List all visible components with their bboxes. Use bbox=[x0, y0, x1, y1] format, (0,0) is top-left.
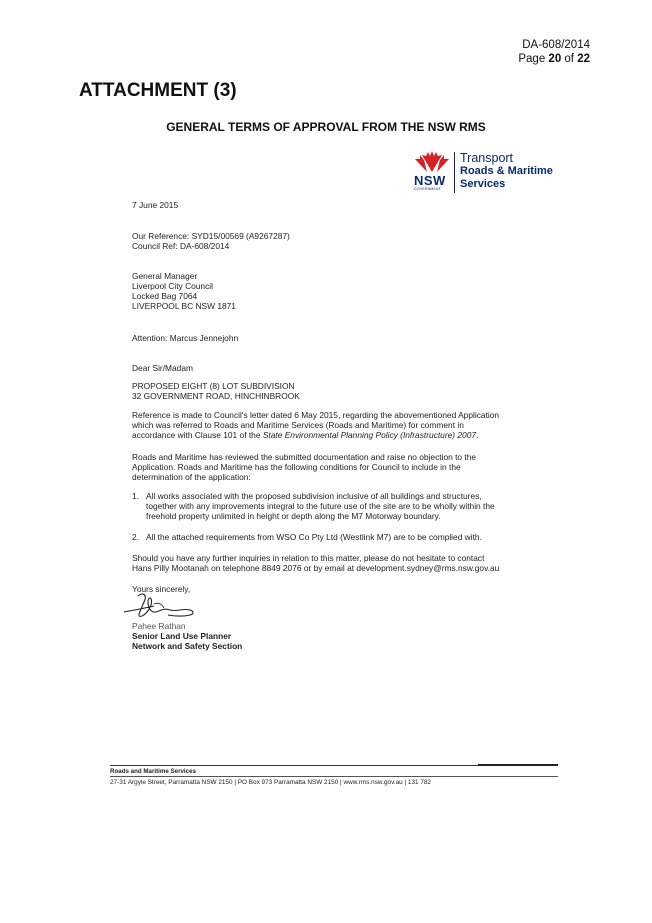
subject-block bbox=[132, 381, 300, 401]
footer-address: 27-31 Argyle Street, Parramatta NSW 2150 | PO Box 973 Parramatta NSW 2150 | www.rms.nsw.gov.au | 131 782 bbox=[110, 779, 431, 786]
paragraph-line: Reference is made to Council's letter dated 6 May 2015, regarding the abovementioned Application bbox=[132, 410, 500, 420]
paragraph-line: Should you have any further inquiries in relation to this matter, please do not hesitate to contact bbox=[132, 553, 485, 563]
subject-line: 32 GOVERNMENT ROAD, HINCHINBROOK bbox=[132, 391, 300, 401]
condition-number: 1. bbox=[132, 491, 139, 501]
paragraph-line: Hans Pilly Mootanah on telephone 8849 2076 or by email at development.sydney@rms.nsw.gov.au bbox=[132, 563, 500, 573]
reference-block bbox=[132, 231, 290, 251]
page-number: Page 20 of 22 bbox=[518, 53, 590, 65]
da-reference: DA-608/2014 bbox=[522, 39, 590, 51]
logo-services-text: Services bbox=[460, 178, 506, 190]
council-reference: Council Ref: DA-608/2014 bbox=[132, 241, 230, 251]
condition-text: All works associated with the proposed subdivision inclusive of all buildings and structures, together with any improvements integral to the future use of the site are to be wholly within the freehold property unlimited in height or depth along the M7 Motorway boundary. bbox=[146, 491, 495, 521]
logo-nsw-text: NSW bbox=[414, 173, 446, 188]
subject-line: PROPOSED EIGHT (8) LOT SUBDIVISION bbox=[132, 381, 295, 391]
logo-roads-maritime-text: Roads & Maritime bbox=[460, 165, 553, 177]
footer-divider-accent bbox=[478, 764, 558, 766]
address-line: Liverpool City Council bbox=[132, 281, 213, 291]
address-line: LIVERPOOL BC NSW 1871 bbox=[132, 301, 236, 311]
signatory-title: Senior Land Use Planner bbox=[132, 631, 232, 641]
signatory-section: Network and Safety Section bbox=[132, 641, 243, 651]
logo-transport-text: Transport bbox=[460, 151, 514, 165]
address-line: General Manager bbox=[132, 271, 198, 281]
paragraph-review bbox=[132, 452, 476, 482]
condition-text: All the attached requirements from WSO Co Pty Ltd (Westlink M7) are to be complied with. bbox=[146, 532, 482, 542]
our-reference: Our Reference: SYD15/00569 (A9267287) bbox=[132, 231, 290, 241]
paragraph-line: Application. Roads and Maritime has the following conditions for Council to include in the bbox=[132, 462, 461, 472]
salutation: Dear Sir/Madam bbox=[132, 363, 193, 373]
paragraph-line: determination of the application: bbox=[132, 472, 251, 482]
condition-number: 2. bbox=[132, 532, 139, 542]
paragraph-reference bbox=[132, 410, 499, 440]
logo-divider bbox=[454, 152, 455, 193]
waratah-icon bbox=[413, 151, 451, 173]
document-header bbox=[518, 38, 590, 66]
letter-date: 7 June 2015 bbox=[132, 200, 179, 210]
attention-line: Attention: Marcus Jennejohn bbox=[132, 333, 239, 343]
closing: Yours sincerely, bbox=[132, 584, 191, 594]
logo-government-text: GOVERNMENT bbox=[414, 187, 442, 191]
nsw-transport-logo bbox=[413, 151, 573, 195]
address-line: Locked Bag 7064 bbox=[132, 291, 198, 301]
paragraph-line: Roads and Maritime has reviewed the submitted documentation and raise no objection to the bbox=[132, 452, 477, 462]
section-title: GENERAL TERMS OF APPROVAL FROM THE NSW RMS bbox=[166, 120, 486, 134]
footer-divider-lower bbox=[110, 776, 558, 777]
policy-title: State Environmental Planning Policy (Infrastructure) 2007 bbox=[262, 430, 477, 440]
paragraph-line: accordance with Clause 101 of the State Environmental Planning Policy (Infrastructure) 2007. bbox=[132, 430, 479, 440]
recipient-address bbox=[132, 271, 236, 311]
paragraph-inquiries bbox=[132, 553, 499, 573]
paragraph-line: which was referred to Roads and Maritime Services (Roads and Maritime) for comment in bbox=[132, 420, 464, 430]
attachment-title: ATTACHMENT (3) bbox=[79, 80, 237, 101]
footer-organisation: Roads and Maritime Services bbox=[110, 768, 196, 775]
signatory-name: Pahee Rathan bbox=[132, 621, 186, 631]
signature-block bbox=[132, 621, 242, 651]
